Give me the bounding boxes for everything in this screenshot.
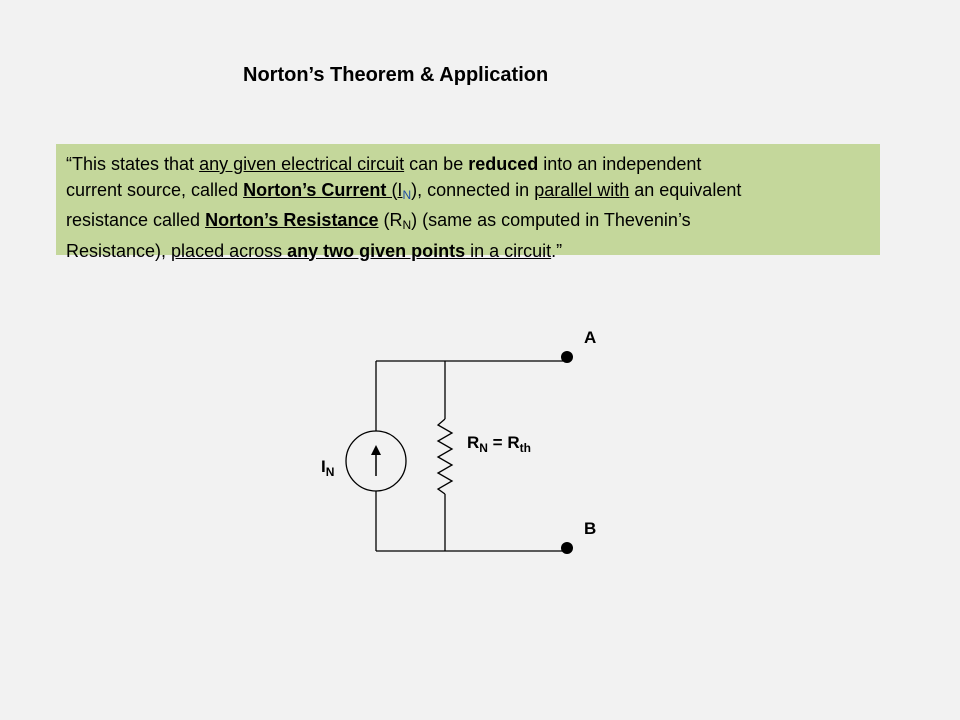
def-text: (R bbox=[378, 210, 403, 230]
def-text: ) bbox=[411, 179, 418, 200]
def-text: resistance called bbox=[66, 210, 206, 230]
page-title: Norton’s Theorem & Application bbox=[243, 64, 549, 86]
def-text: ) (same as computed in Thevenin’s bbox=[411, 210, 691, 230]
def-underlined: parallel with bbox=[534, 179, 630, 200]
terminal-b-dot bbox=[561, 542, 573, 554]
terminal-a-label: A bbox=[584, 328, 597, 347]
def-text: Resistance), bbox=[66, 240, 172, 261]
current-subscript: N bbox=[402, 187, 412, 202]
resistor-label: $R_N = R_{th}$ bbox=[467, 433, 531, 455]
def-underlined-phrase: placed across any two given points in a circuit bbox=[171, 240, 552, 261]
def-underlined: any given electrical circuit bbox=[199, 154, 405, 174]
def-text: into an independent bbox=[538, 154, 702, 174]
open-quote: “ bbox=[66, 154, 72, 174]
def-text: .” bbox=[551, 240, 563, 261]
nortons-resistance-term: Norton’s Resistance bbox=[205, 210, 379, 230]
source-label: $I_N$ bbox=[321, 457, 335, 479]
terminal-b-label: B bbox=[584, 519, 597, 538]
current-arrow-icon bbox=[371, 445, 381, 455]
resistance-subscript: N bbox=[402, 218, 412, 232]
nortons-current-term: Norton’s Current (IN bbox=[243, 179, 412, 202]
def-text: an equivalent bbox=[629, 179, 742, 200]
def-text: can be bbox=[404, 154, 469, 174]
terminal-a-dot bbox=[561, 351, 573, 363]
resistor-icon bbox=[438, 419, 452, 494]
def-text: , connected in bbox=[417, 179, 535, 200]
def-text: This states that bbox=[72, 154, 200, 174]
def-bold: reduced bbox=[468, 154, 539, 174]
def-text: current source, called bbox=[66, 179, 244, 200]
